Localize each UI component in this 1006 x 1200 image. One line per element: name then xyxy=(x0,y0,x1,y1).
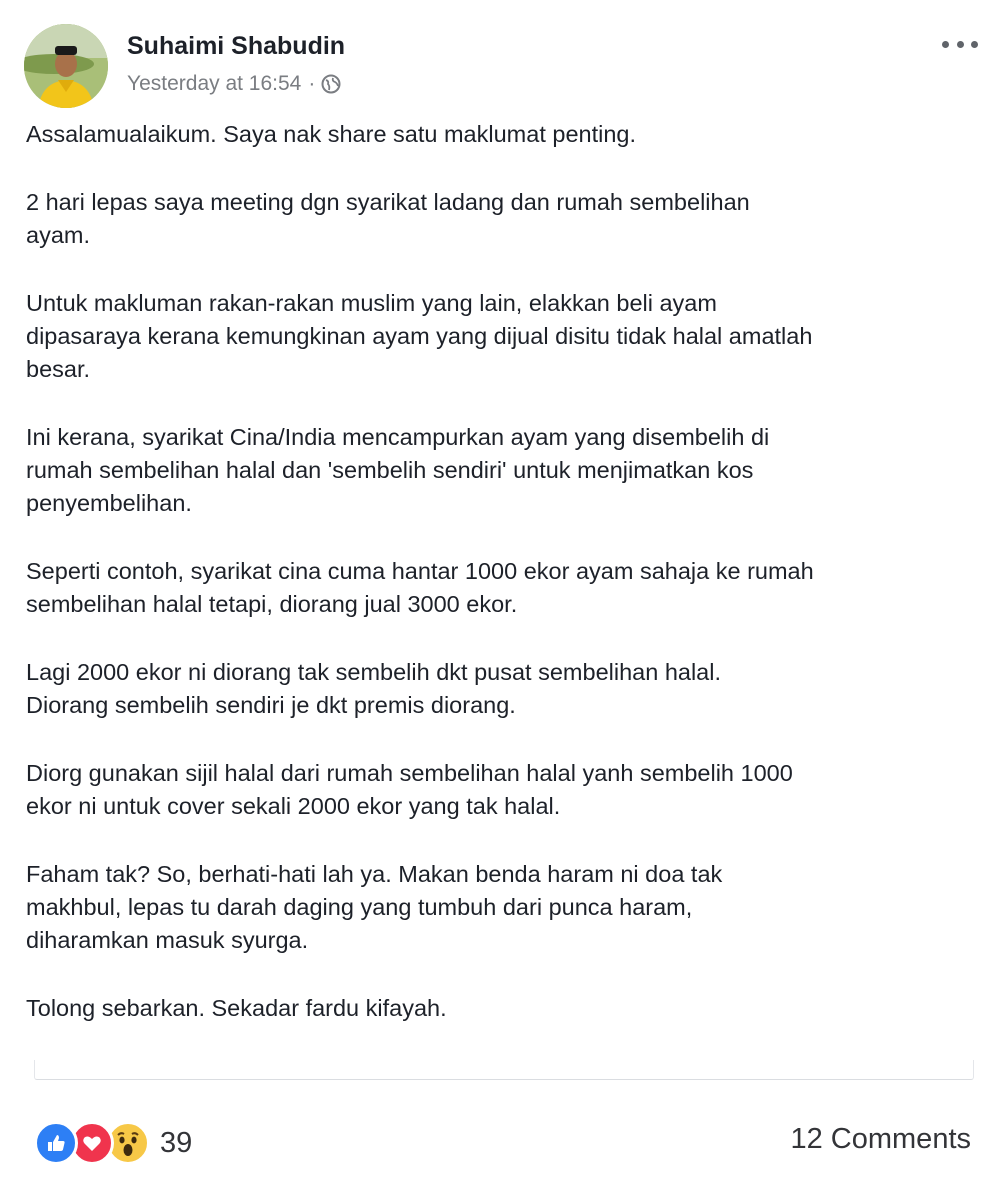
post-paragraph: Tolong sebarkan. Sekadar fardu kifayah. xyxy=(26,995,447,1021)
avatar[interactable] xyxy=(24,24,108,108)
post-paragraph: Assalamualaikum. Saya nak share satu maklumat penting. xyxy=(26,121,637,147)
post-divider xyxy=(34,1060,974,1080)
reaction-count[interactable]: 39 xyxy=(160,1126,193,1159)
post-paragraph: 2 hari lepas saya meeting dgn syarikat ladang dan rumah sembelihan ayam. xyxy=(26,189,750,248)
more-options-icon[interactable] xyxy=(942,32,978,56)
post-paragraph: Lagi 2000 ekor ni diorang tak sembelih dkt pusat sembelihan halal. Diorang sembelih sendiri je dkt premis diorang. xyxy=(26,659,721,718)
like-icon xyxy=(34,1121,78,1165)
post-paragraph: Untuk makluman rakan-rakan muslim yang lain, elakkan beli ayam dipasaraya kerana kemungkinan ayam yang dijual disitu tidak halal amatlah besar. xyxy=(26,290,813,382)
globe-icon[interactable] xyxy=(321,74,341,94)
post-paragraph: Faham tak? So, berhati-hati lah ya. Makan benda haram ni doa tak makhbul, lepas tu darah daging yang tumbuh dari punca haram, diharamkan masuk syurga. xyxy=(26,861,723,953)
post-body xyxy=(26,118,981,1060)
post-paragraph: Seperti contoh, syarikat cina cuma hantar 1000 ekor ayam sahaja ke rumah sembelihan halal tetapi, diorang jual 3000 ekor. xyxy=(26,558,814,617)
meta-separator: · xyxy=(308,72,316,95)
more-dot xyxy=(942,41,949,48)
post-header xyxy=(24,24,984,108)
more-dot xyxy=(971,41,978,48)
comments-count-link[interactable]: 12 Comments xyxy=(790,1123,971,1155)
reactions-summary[interactable] xyxy=(34,1119,192,1167)
author-name[interactable]: Suhaimi Shabudin xyxy=(127,32,346,60)
post-paragraph: Diorg gunakan sijil halal dari rumah sembelihan halal yanh sembelih 1000 ekor ni untuk cover sekali 2000 ekor yang tak halal. xyxy=(26,760,793,819)
post-meta xyxy=(127,72,341,96)
avatar-photo xyxy=(24,24,108,108)
post-timestamp[interactable]: Yesterday at 16:54 xyxy=(127,72,302,95)
post-paragraph: Ini kerana, syarikat Cina/India mencampurkan ayam yang disembelih di rumah sembelihan halal dan 'sembelih sendiri' untuk menjimatkan kos penyembelihan. xyxy=(26,424,770,516)
more-dot xyxy=(957,41,964,48)
